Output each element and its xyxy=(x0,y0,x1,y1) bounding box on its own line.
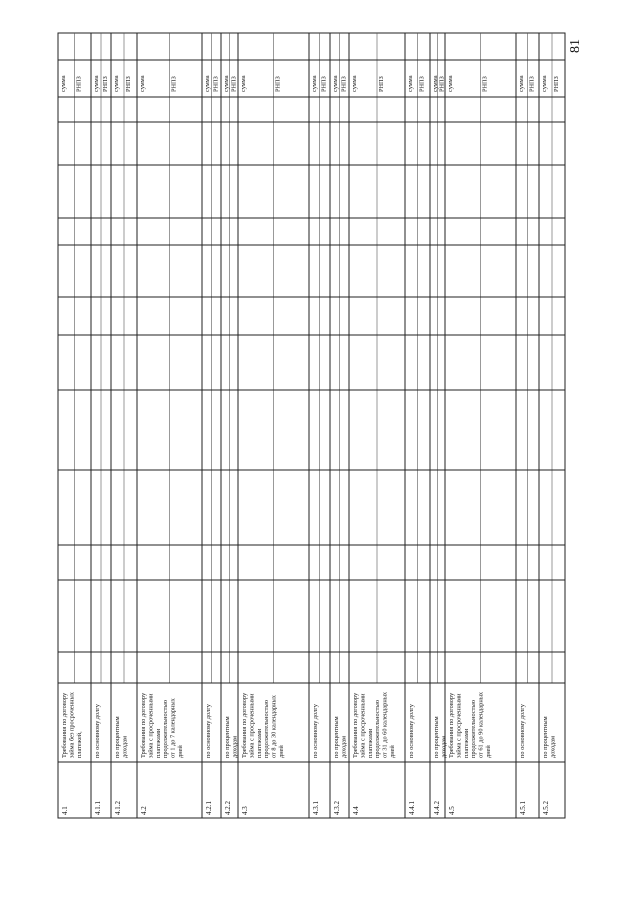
row-label-line: Требования по договору xyxy=(448,692,455,758)
row-number: 4.2.1 xyxy=(205,801,213,815)
metric-label-sum: сумма xyxy=(332,75,339,92)
metric-label-rnpz: РНПЗ xyxy=(378,76,385,92)
row-label-line: Требования по договору xyxy=(352,692,359,758)
row-label-line: от 61 до 90 календарных xyxy=(477,691,485,758)
row-label-line: дней xyxy=(389,745,396,758)
row-label-line: займа с просроченными xyxy=(359,693,367,758)
row-label-line: платежами xyxy=(462,728,470,758)
row-label-line: от 8 до 30 календарных xyxy=(270,695,278,758)
row-label-line: по процентным xyxy=(542,716,549,758)
row-label-line: платежами xyxy=(366,728,374,758)
row-label-line: по процентным xyxy=(333,716,340,758)
row-label-line: по процентным xyxy=(433,716,440,758)
table-border xyxy=(58,33,565,818)
row-label-line: по процентным xyxy=(114,716,121,758)
row-label-line: продолжительностью xyxy=(263,700,271,758)
metric-label-rnpz: РНПЗ xyxy=(553,76,560,92)
row-label-line: дней xyxy=(278,745,285,758)
metric-label-sum: сумма xyxy=(432,75,439,92)
metric-label-sum: сумма xyxy=(93,75,100,92)
row-number: 4.4 xyxy=(352,806,360,815)
row-number: 4.2.2 xyxy=(224,801,232,815)
row-label-line: дней xyxy=(177,745,184,758)
metric-label-rnpz: РНПЗ xyxy=(102,76,109,92)
page-number: 81 xyxy=(568,39,583,53)
metric-label-rnpz: РНПЗ xyxy=(274,76,282,92)
row-label-line: доходам xyxy=(549,735,557,758)
row-label-line: доходам xyxy=(231,735,239,758)
row-number: 4.1 xyxy=(61,806,69,815)
metric-label-rnpz: РНПЗ xyxy=(125,76,132,92)
metric-label-sum: сумма xyxy=(223,75,230,92)
metric-label-rnpz: РНПЗ xyxy=(340,76,348,92)
row-label-line: продолжительностью xyxy=(374,700,382,758)
row-number: 4.3.2 xyxy=(333,801,341,815)
metric-label-sum: сумма xyxy=(407,75,414,92)
metric-label-sum: сумма xyxy=(240,75,247,92)
row-number: 4.5 xyxy=(448,806,456,815)
metric-label-sum: сумма xyxy=(518,75,525,92)
row-label-line: Требования по договору xyxy=(241,692,248,758)
row-number: 4.4.1 xyxy=(408,801,416,815)
row-label-line: по основному долгу xyxy=(94,704,101,758)
row-label-line: займа с просроченными xyxy=(455,693,463,758)
row-number: 4.1.2 xyxy=(114,801,122,815)
metric-label-rnpz: РНПЗ xyxy=(320,76,328,92)
row-label-line: платежами xyxy=(154,728,162,758)
metric-label-rnpz: РНПЗ xyxy=(438,76,446,92)
row-label-line: по основному долгу xyxy=(312,704,319,758)
row-label-line: от 31 до 60 календарных xyxy=(381,691,389,758)
row-label-line: займа с просроченными xyxy=(248,693,256,758)
row-label-line: займа с просроченными xyxy=(147,693,155,758)
row-label-line: продолжительностью xyxy=(162,700,170,758)
row-label-line: Требования по договору xyxy=(61,692,68,758)
row-label-line: по процентным xyxy=(224,716,231,758)
row-label-line: по основному долгу xyxy=(205,704,212,758)
metric-label-sum: сумма xyxy=(204,75,211,92)
metric-label-rnpz: РНПЗ xyxy=(212,76,220,92)
row-number: 4.5.1 xyxy=(519,801,527,815)
row-number: 4.4.2 xyxy=(433,801,441,815)
metric-label-rnpz: РНПЗ xyxy=(418,76,426,92)
row-label-line: доходам xyxy=(440,735,448,758)
metric-label-sum: сумма xyxy=(113,75,120,92)
row-label-line: продолжительностью xyxy=(470,700,478,758)
row-label-line: платежами xyxy=(255,728,263,758)
metric-label-sum: сумма xyxy=(311,75,318,92)
row-label-line: Требования по договору xyxy=(140,692,147,758)
metric-label-sum: сумма xyxy=(541,75,548,92)
row-number: 4.5.2 xyxy=(542,801,550,815)
metric-label-rnpz: РНПЗ xyxy=(170,76,178,92)
metric-label-sum: сумма xyxy=(139,75,146,92)
row-label-line: от 1 до 7 календарных xyxy=(169,698,177,758)
row-number: 4.3.1 xyxy=(312,801,320,815)
row-label-line: платежей, xyxy=(75,731,83,758)
row-label-line: дней xyxy=(485,745,492,758)
metric-label-rnpz: РНПЗ xyxy=(75,76,83,92)
metric-label-sum: сумма xyxy=(351,75,358,92)
metric-label-rnpz: РНПЗ xyxy=(528,76,536,92)
row-label-line: доходам xyxy=(340,735,348,758)
row-number: 4.3 xyxy=(241,806,249,815)
row-number: 4.1.1 xyxy=(94,801,102,815)
row-label-line: займа без просроченных xyxy=(68,692,76,758)
row-label-line: доходам xyxy=(121,735,129,758)
metric-label-rnpz: РНПЗ xyxy=(230,76,238,92)
metric-label-sum: сумма xyxy=(447,75,454,92)
metric-label-sum: сумма xyxy=(60,75,67,92)
row-label-line: по основному долгу xyxy=(408,704,415,758)
row-number: 4.2 xyxy=(140,806,148,815)
row-label-line: по основному долгу xyxy=(519,704,526,758)
metric-label-rnpz: РНПЗ xyxy=(481,76,489,92)
